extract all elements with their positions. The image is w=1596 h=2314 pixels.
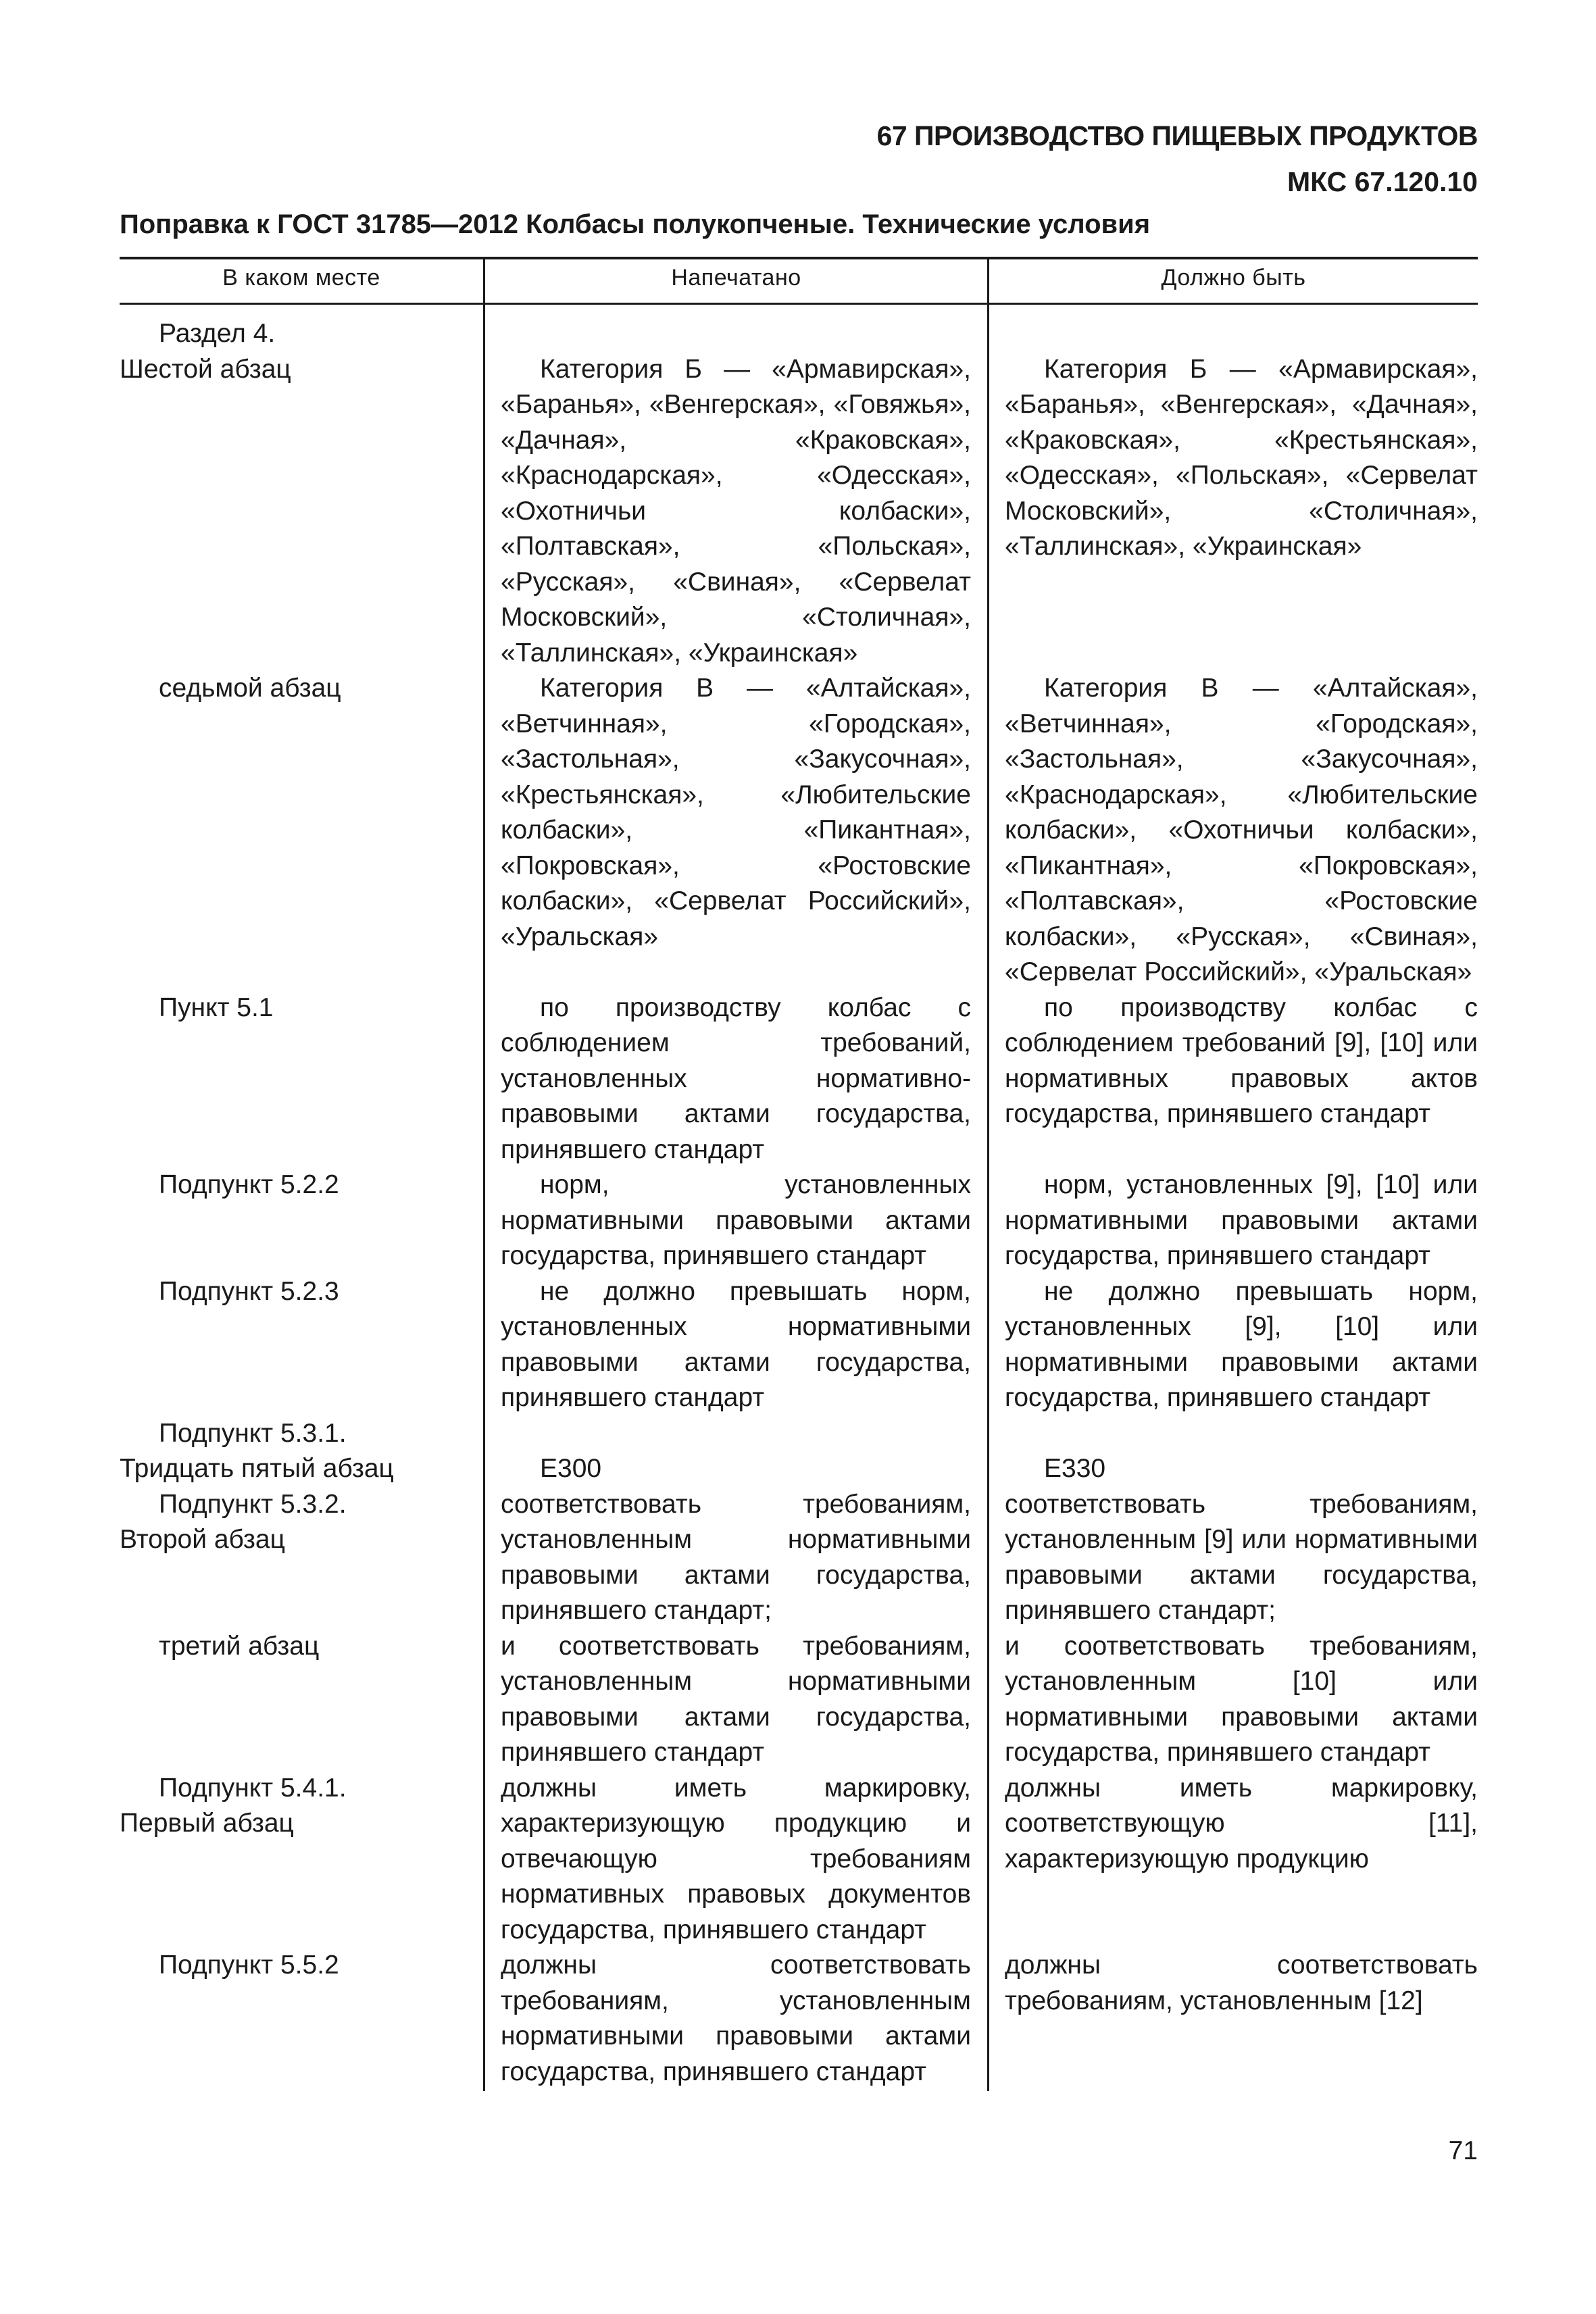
place-line: третий абзац [159, 1631, 320, 1661]
cell-place [120, 1487, 483, 1629]
table-row [120, 671, 1478, 990]
correct-text: должны соответствовать требованиям, установленным [12] [1005, 1951, 1478, 2015]
table-row [120, 1771, 1478, 1948]
printed-text: и соответствовать требованиям, установленным нормативными правовыми актами государства, принявшего стандарт [501, 1631, 971, 1767]
table-row [120, 1274, 1478, 1416]
place-line: Тридцать пятый абзац [120, 1454, 394, 1483]
page-number: 71 [1448, 2136, 1478, 2165]
mks-code: МКС 67.120.10 [1287, 166, 1478, 197]
cell-place [120, 671, 483, 990]
cell-correct [987, 316, 1478, 671]
cell-correct [987, 1771, 1478, 1948]
printed-text: не должно превышать норм, установленных нормативными правовыми актами государства, принявшего стандарт [501, 1276, 971, 1412]
table-row [120, 1629, 1478, 1771]
printed-text: Категория Б — «Армавирская», «Баранья», «Венгерская», «Говяжья», «Дачная», «Краковская», «Краснодарская», «Одесская», «Охотничьи колбаски», «Полтавская», «Польская», «Русская», «Свиная», «Сервелат Московский», «Столичная», «Таллинская», «Украинская» [501, 354, 971, 668]
corrections-table-body [120, 316, 1478, 2090]
place-line: Пункт 5.1 [159, 992, 274, 1022]
correct-text: должны иметь маркировку, соответствующую [11], характеризующую продукцию [1005, 1773, 1478, 1873]
cell-printed [483, 990, 987, 1168]
table-row [120, 1948, 1478, 2090]
cell-printed [483, 1487, 987, 1629]
cell-correct [987, 1167, 1478, 1274]
cell-printed [483, 1274, 987, 1416]
table-row [120, 316, 1478, 671]
cell-printed [483, 671, 987, 990]
printed-text: норм, установленных нормативными правовыми актами государства, принявшего стандарт [501, 1170, 971, 1270]
place-line: седьмой абзац [159, 674, 341, 703]
cell-correct [987, 990, 1478, 1168]
section-heading: 67 ПРОИЗВОДСТВО ПИЩЕВЫХ ПРОДУКТОВ [876, 120, 1478, 151]
place-line: Подпункт 5.4.1. [159, 1773, 347, 1803]
cell-correct [987, 1948, 1478, 2090]
place-line: Второй абзац [120, 1525, 285, 1554]
cell-place [120, 1629, 483, 1771]
table-row [120, 1487, 1478, 1629]
place-line: Подпункт 5.3.2. [159, 1489, 347, 1519]
cell-printed [483, 1771, 987, 1948]
cell-place [120, 1416, 483, 1487]
cell-correct [987, 1487, 1478, 1629]
printed-text: должны иметь маркировку, характеризующую продукцию и отвечающую требованиям нормативных правовых документов государства, принявшего стандарт [501, 1773, 971, 1944]
place-line: Первый абзац [120, 1809, 294, 1838]
correct-text: соответствовать требованиям, установленным [9] или нормативными правовыми актами государства, принявшего стандарт; [1005, 1489, 1478, 1625]
table-row [120, 990, 1478, 1168]
place-line: Подпункт 5.2.2 [159, 1170, 339, 1199]
cell-correct [987, 1274, 1478, 1416]
cell-place [120, 990, 483, 1168]
printed-text: по производству колбас с соблюдением требований, установленных нормативно-правовыми актами государства, принявшего стандарт [501, 992, 971, 1164]
cell-place [120, 1948, 483, 2090]
cell-place [120, 1274, 483, 1416]
place-line: Раздел 4. [159, 319, 276, 348]
cell-printed [483, 316, 987, 671]
correct-text: и соответствовать требованиям, установленным [10] или нормативными правовыми актами государства, принявшего стандарт [1005, 1631, 1478, 1767]
document-title: Поправка к ГОСТ 31785—2012 Колбасы полукопченые. Технические условия [120, 209, 1151, 239]
cell-place [120, 1167, 483, 1274]
cell-printed [483, 1948, 987, 2090]
place-line: Подпункт 5.5.2 [159, 1951, 339, 1980]
cell-correct [987, 1629, 1478, 1771]
place-line: Подпункт 5.3.1. [159, 1418, 347, 1448]
printed-text: Категория В — «Алтайская», «Ветчинная», «Городская», «Застольная», «Закусочная», «Крестьянская», «Любительские колбаски», «Пикантная», «Покровская», «Ростовские колбаски», «Сервелат Российский», «Уральская» [501, 674, 971, 951]
column-header-place: В каком месте [222, 265, 380, 291]
correct-text: Категория В — «Алтайская», «Ветчинная», «Городская», «Застольная», «Закусочная», «Краснодарская», «Любительские колбаски», «Охотничьи колбаски», «Пикантная», «Покровская», «Полтавская», «Ростовские колбаски», «Русская», «Свиная», «Сервелат Российский», «Уральская» [1005, 674, 1478, 986]
cell-correct [987, 1416, 1478, 1487]
printed-text: должны соответствовать требованиям, установленным нормативными правовыми актами государства, принявшего стандарт [501, 1951, 971, 2086]
column-header-correct: Должно быть [1161, 265, 1306, 291]
cell-place [120, 1771, 483, 1948]
table-top-rule [120, 257, 1478, 259]
correct-text: Е330 [1044, 1454, 1106, 1483]
correct-text: Категория Б — «Армавирская», «Баранья», «Венгерская», «Дачная», «Краковская», «Крестьянская», «Одесская», «Польская», «Сервелат Московский», «Столичная», «Таллинская», «Украинская» [1005, 354, 1478, 561]
cell-printed [483, 1167, 987, 1274]
cell-printed [483, 1629, 987, 1771]
table-row [120, 1416, 1478, 1487]
place-line: Шестой абзац [120, 354, 291, 384]
place-line: Подпункт 5.2.3 [159, 1276, 339, 1306]
correct-text: норм, установленных [9], [10] или нормативными правовыми актами государства, принявшего стандарт [1005, 1170, 1478, 1270]
correct-text: по производству колбас с соблюдением требований [9], [10] или нормативных правовых актов государства, принявшего стандарт [1005, 992, 1478, 1128]
correct-text: не должно превышать норм, установленных [9], [10] или нормативными правовыми актами государства, принявшего стандарт [1005, 1276, 1478, 1412]
printed-text: соответствовать требованиям, установленным нормативными правовыми актами государства, принявшего стандарт; [501, 1489, 971, 1625]
column-header-printed: Напечатано [671, 265, 801, 291]
cell-correct [987, 671, 1478, 990]
cell-printed [483, 1416, 987, 1487]
table-row [120, 1167, 1478, 1274]
printed-text: Е300 [540, 1454, 602, 1483]
cell-place [120, 316, 483, 671]
table-header-rule [120, 303, 1478, 305]
